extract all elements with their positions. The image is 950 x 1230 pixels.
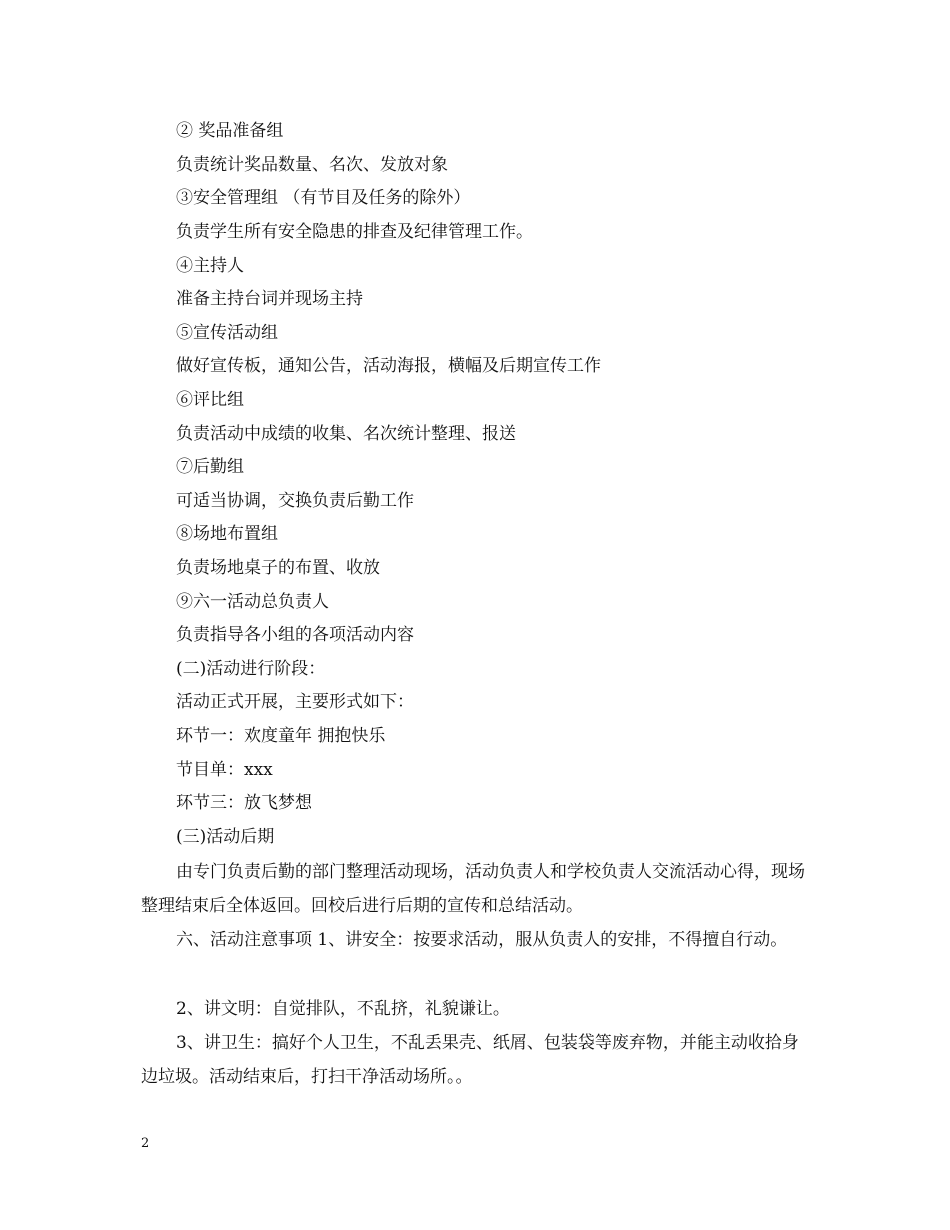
paragraph-notes-civility: 2、讲文明：自觉排队，不乱挤，礼貌谦让。 <box>176 999 510 1019</box>
group-heading-prizes: ② 奖品准备组 <box>176 121 284 141</box>
group-heading-publicity: ⑤宣传活动组 <box>176 323 278 343</box>
text-line: 准备主持台词并现场主持 <box>176 289 363 309</box>
text-line: 做好宣传板，通知公告，活动海报，横幅及后期宣传工作 <box>176 356 601 376</box>
text-line: 负责统计奖品数量、名次、发放对象 <box>176 155 448 175</box>
text-line: 负责场地桌子的布置、收放 <box>176 558 380 578</box>
text-line: 可适当协调，交换负责后勤工作 <box>176 491 414 511</box>
paragraph-notes-safety: 六、活动注意事项 1、讲安全：按要求活动，服从负责人的安排，不得擅自行动。 <box>176 930 788 950</box>
paragraph-notes-hygiene: 3、讲卫生：搞好个人卫生，不乱丢果壳、纸屑、包装袋等废弃物，并能主动收拾身边垃圾。活动结束后，打扫干净活动场所。。 <box>141 1033 799 1087</box>
text-line: 负责指导各小组的各项活动内容 <box>176 625 414 645</box>
group-heading-venue: ⑧场地布置组 <box>176 524 278 544</box>
text-line: 节目单：xxx <box>176 760 273 780</box>
text-line: 环节三：放飞梦想 <box>176 793 312 813</box>
group-heading-judging: ⑥评比组 <box>176 390 244 410</box>
section-heading-stage-3: (三)活动后期 <box>176 827 275 847</box>
text-line: 负责活动中成绩的收集、名次统计整理、报送 <box>176 424 516 444</box>
text-line: 环节一：欢度童年 拥抱快乐 <box>176 726 386 746</box>
group-heading-host: ④主持人 <box>176 256 244 276</box>
group-heading-safety: ③安全管理组 （有节目及任务的除外） <box>176 188 471 208</box>
group-heading-general: ⑨六一活动总负责人 <box>176 592 329 612</box>
text-line: 活动正式开展，主要形式如下： <box>176 692 414 712</box>
section-heading-stage-2: (二)活动进行阶段： <box>176 659 326 679</box>
paragraph-cleanup: 由专门负责后勤的部门整理活动现场，活动负责人和学校负责人交流活动心得，现场整理结束后全体返回。回校后进行后期的宣传和总结活动。 <box>141 862 805 916</box>
page-number: 2 <box>141 1136 150 1151</box>
group-heading-logistics: ⑦后勤组 <box>176 457 244 477</box>
text-line: 负责学生所有安全隐患的排查及纪律管理工作。 <box>176 222 533 242</box>
